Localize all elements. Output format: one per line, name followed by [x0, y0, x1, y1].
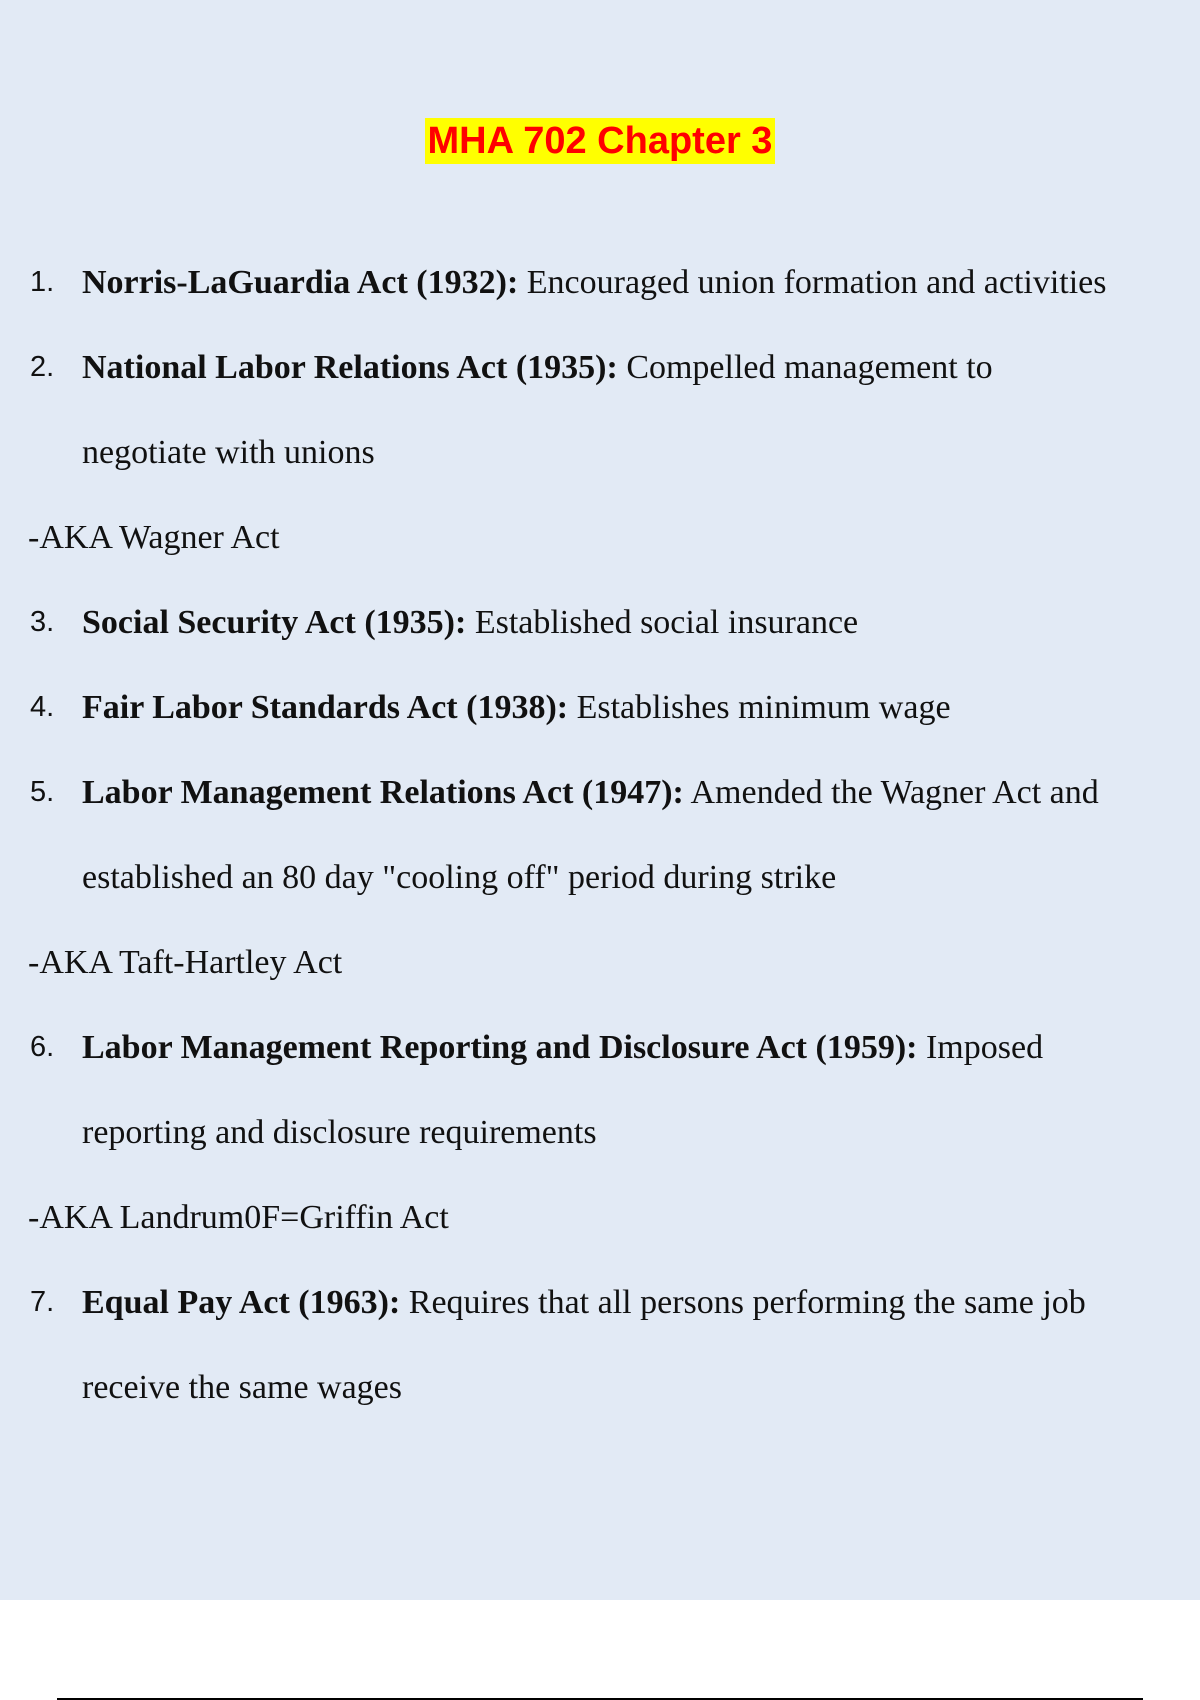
act-name: Social Security Act (1935):: [82, 604, 467, 641]
list-item: [28, 580, 1200, 665]
list-item: [28, 750, 1200, 920]
act-description-continued: established an 80 day "cooling off" period during strike: [82, 859, 837, 896]
list-item: [28, 240, 1200, 325]
act-name: Norris-LaGuardia Act (1932):: [82, 264, 519, 301]
act-description: Requires that all persons performing the same job: [408, 1284, 1086, 1321]
item-number: 6.: [30, 1031, 55, 1063]
list-item: [28, 1260, 1200, 1430]
list-item: [28, 325, 1200, 495]
act-description: Establishes minimum wage: [576, 689, 951, 726]
item-number: 2.: [30, 351, 55, 383]
aka-note: -AKA Landrum0F=Griffin Act: [28, 1199, 449, 1236]
act-description: Imposed: [925, 1029, 1044, 1066]
act-name: Labor Management Relations Act (1947):: [82, 774, 684, 811]
act-description: Compelled management to: [626, 349, 993, 386]
act-name: Equal Pay Act (1963):: [82, 1284, 401, 1321]
list-item: [28, 1005, 1200, 1175]
item-number: 4.: [30, 691, 55, 723]
act-name: Labor Management Reporting and Disclosure Act (1959):: [82, 1029, 918, 1066]
list-item: [28, 665, 1200, 750]
act-description-continued: negotiate with unions: [82, 434, 375, 471]
act-name: National Labor Relations Act (1935):: [82, 349, 618, 386]
item-number: 1.: [30, 266, 55, 298]
page-title: MHA 702 Chapter 3: [425, 118, 776, 164]
title-row: [0, 118, 1200, 164]
act-description-continued: receive the same wages: [82, 1369, 402, 1406]
aka-note: -AKA Taft-Hartley Act: [28, 944, 343, 981]
item-number: 3.: [30, 606, 55, 638]
item-number: 7.: [30, 1286, 55, 1318]
act-name: Fair Labor Standards Act (1938):: [82, 689, 569, 726]
aka-note: -AKA Wagner Act: [28, 519, 280, 556]
act-description: Encouraged union formation and activities: [526, 264, 1107, 301]
act-description: Amended the Wagner Act and: [690, 774, 1099, 811]
act-list: [28, 240, 1200, 1430]
item-number: 5.: [30, 776, 55, 808]
act-description-continued: reporting and disclosure requirements: [82, 1114, 597, 1151]
act-description: Established social insurance: [474, 604, 859, 641]
